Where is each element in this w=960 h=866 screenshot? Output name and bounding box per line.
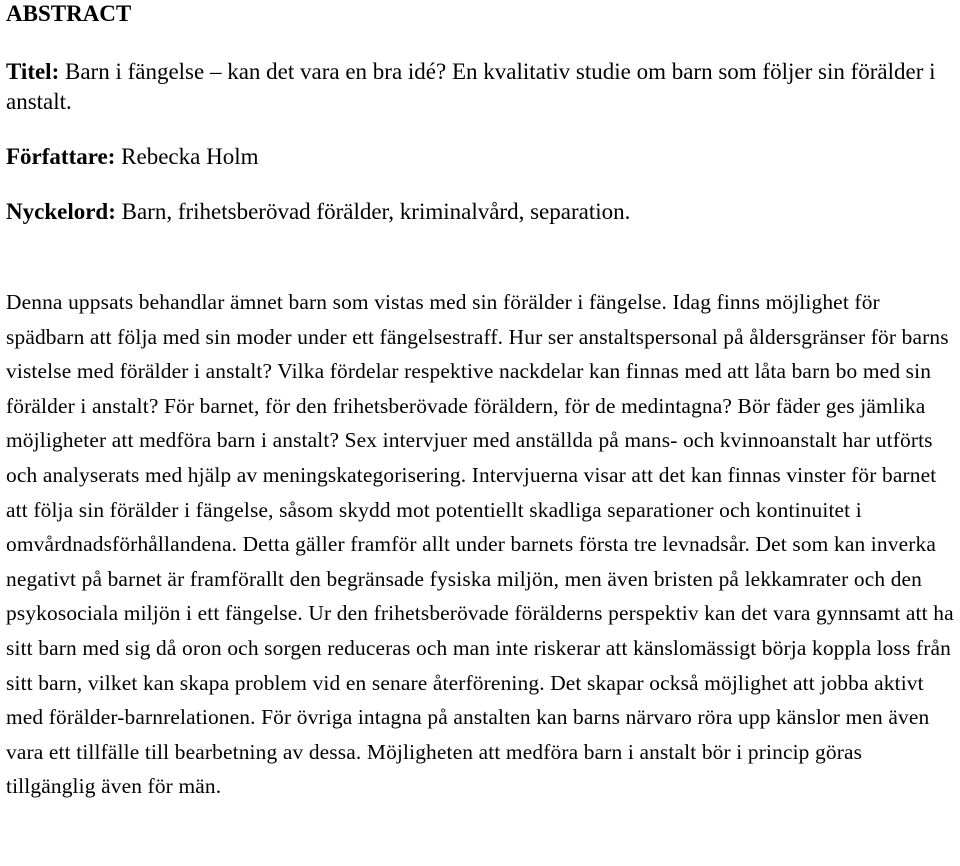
author-line bbox=[6, 142, 956, 172]
keywords-line bbox=[6, 197, 956, 227]
title-label: Titel: bbox=[6, 59, 60, 84]
keywords-value: Barn, frihetsberövad förälder, kriminalvård, separation. bbox=[115, 199, 631, 224]
keywords-label: Nyckelord: bbox=[6, 199, 116, 224]
abstract-heading: ABSTRACT bbox=[6, 1, 132, 26]
author-label: Författare: bbox=[6, 144, 116, 169]
document-page bbox=[6, 0, 956, 804]
title-value: Barn i fängelse – kan det vara en bra idé? En kvalitativ studie om barn som följer sin förälder i anstalt. bbox=[6, 59, 936, 114]
author-value: Rebecka Holm bbox=[115, 144, 259, 169]
abstract-paragraph: Denna uppsats behandlar ämnet barn som vistas med sin förälder i fängelse. Idag finns möjlighet för spädbarn att följa med sin moder under ett fängelsestraff. Hur ser anstaltspersonal på åldersgränser för barns vistelse med förälder i anstalt? Vilka fördelar respektive nackdelar kan finnas med att låta barn bo med sin förälder i anstalt? För barnet, för den frihetsberövade föräldern, för de medintagna? Bör fäder ges jämlika möjligheter att medföra barn i anstalt? Sex intervjuer med anställda på mans- och kvinnoanstalt har utförts och analyserats med hjälp av meningskategorisering. Intervjuerna visar att det kan finnas vinster för barnet att följa sin förälder i fängelse, såsom skydd mot potentiellt skadliga separationer och kontinuitet i omvårdnadsförhållandena. Detta gäller framför allt under barnets första tre levnadsår. Det som kan inverka negativt på barnet är framförallt den begränsade fysiska miljön, men även bristen på lekkamrater och den psykosociala miljön i ett fängelse. Ur den frihetsberövade förälderns perspektiv kan det vara gynnsamt att ha sitt barn med sig då oron och sorgen reduceras och man inte riskerar att känslomässigt börja koppla loss från sitt barn, vilket kan skapa problem vid en senare återförening. Det skapar också möjlighet att jobba aktivt med förälder-barnrelationen. För övriga intagna på anstalten kan barns närvaro röra upp känslor men även vara ett tillfälle till bearbetning av dessa. Möjligheten att medföra barn i anstalt bör i princip göras tillgänglig även för män. bbox=[6, 290, 954, 799]
title-line bbox=[6, 57, 956, 117]
